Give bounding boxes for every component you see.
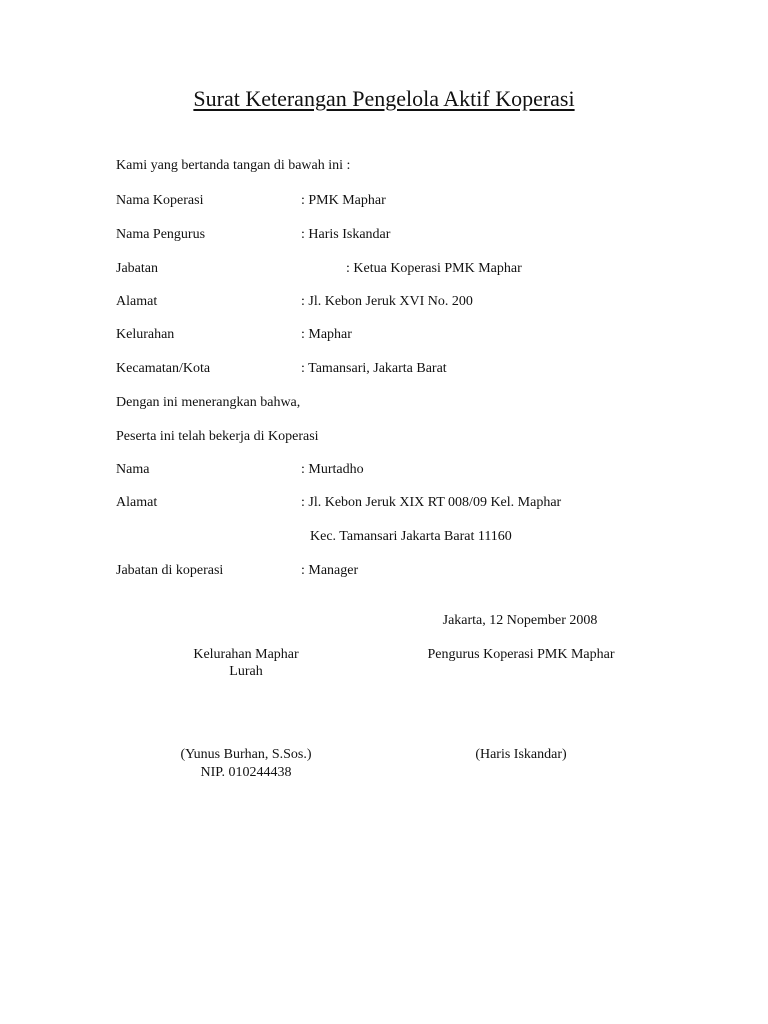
field-label: Kecamatan/Kota	[116, 361, 211, 376]
field-value: : Haris Iskandar	[301, 227, 391, 242]
field-label: Alamat	[116, 294, 158, 309]
statement-text: Dengan ini menerangkan bahwa,	[116, 395, 301, 410]
field-nama-pengurus	[116, 226, 676, 244]
address-continuation: Kec. Tamansari Jakarta Barat 11160	[310, 529, 512, 544]
field-kelurahan	[116, 326, 676, 344]
left-signatory-name: (Yunus Burhan, S.Sos.)	[180, 747, 312, 762]
field-value: : Tamansari, Jakarta Barat	[301, 361, 447, 376]
field-label: Alamat	[116, 495, 158, 510]
right-signatory-name: (Haris Iskandar)	[475, 747, 567, 762]
right-signatory-org: Pengurus Koperasi PMK Maphar	[427, 647, 615, 662]
field-alamat-koperasi	[116, 293, 676, 311]
field-nama-koperasi	[116, 192, 676, 210]
field-value: : Jl. Kebon Jeruk XVI No. 200	[301, 294, 473, 309]
place-date: Jakarta, 12 Nopember 2008	[442, 613, 598, 628]
field-label: Nama Koperasi	[116, 193, 204, 208]
field-value: : Ketua Koperasi PMK Maphar	[346, 261, 522, 276]
field-label: Kelurahan	[116, 327, 175, 342]
document-title: Surat Keterangan Pengelola Aktif Koperasi	[193, 86, 575, 111]
field-value: : Manager	[301, 563, 359, 578]
field-kecamatan-kota	[116, 360, 676, 378]
field-jabatan-koperasi	[116, 562, 676, 580]
field-value: : PMK Maphar	[301, 193, 386, 208]
left-signatory-org: Kelurahan Maphar	[193, 647, 299, 662]
field-value: : Murtadho	[301, 462, 364, 477]
field-value: : Maphar	[301, 327, 352, 342]
left-signatory-nip: NIP. 010244438	[200, 765, 292, 780]
field-jabatan	[116, 260, 676, 278]
field-label: Nama	[116, 462, 150, 477]
field-alamat-peserta	[116, 494, 676, 512]
field-label: Jabatan di koperasi	[116, 563, 224, 578]
field-value: : Jl. Kebon Jeruk XIX RT 008/09 Kel. Maphar	[301, 495, 562, 510]
field-label: Nama Pengurus	[116, 227, 206, 242]
left-signatory-title: Lurah	[229, 664, 263, 679]
statement-text: Peserta ini telah bekerja di Koperasi	[116, 429, 319, 444]
field-nama	[116, 461, 676, 479]
intro-text: Kami yang bertanda tangan di bawah ini :	[116, 158, 351, 173]
field-label: Jabatan	[116, 261, 158, 276]
